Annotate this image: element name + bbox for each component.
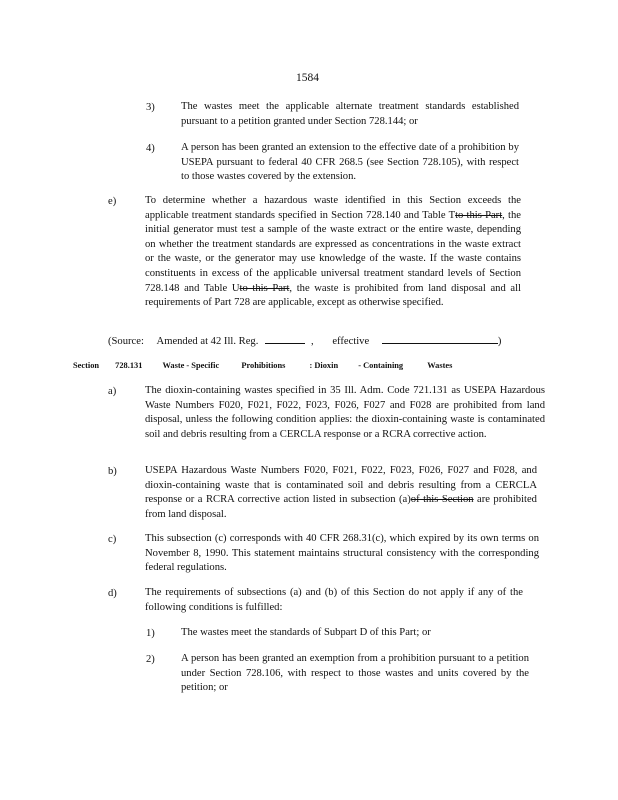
section-title-2: Prohibitions xyxy=(241,361,286,370)
source-note: (Source: Amended at 42 Ill. Reg. , effective ) xyxy=(108,333,501,349)
section-title-1: Waste - Specific xyxy=(162,361,220,370)
subsection-e-label: e) xyxy=(108,196,117,207)
section-title-4: - Containing xyxy=(358,361,404,370)
e-strikethrough-2: to this Part xyxy=(239,282,290,294)
item-3-text: The wastes meet the applicable alternate treatment standards established pursuant to a petition granted under Section 728.144; or xyxy=(181,101,519,127)
section-number: 728.131 xyxy=(115,361,143,370)
item-4-label: 4) xyxy=(146,143,155,154)
item-d2-text: A person has been granted an exemption from a prohibition pursuant to a petition under Section 728.106, with respect to those wastes and units covered by the petition; or xyxy=(181,653,529,694)
section-title-3: : Dioxin xyxy=(309,361,339,370)
section-title-5: Wastes xyxy=(427,361,453,370)
b-strikethrough: of this Section xyxy=(410,494,474,506)
item-d1-label: 1) xyxy=(146,628,155,639)
section-word: Section xyxy=(73,361,100,370)
section-heading xyxy=(73,359,452,373)
b-text-part-1: USEPA Hazardous Waste Numbers F020, F021, F022, F023, F026, F027 and F028, and dioxin-containing waste that is contaminated soil and debris resulting from a CERCLA response or a RCRA corrective action listed in subsection (a) xyxy=(145,465,537,506)
subsection-d-text: The requirements of subsections (a) and (b) of this Section do not apply if any of the following conditions is fulfilled: xyxy=(145,587,523,613)
e-text-part-3: , the waste is prohibited from land disposal and all requirements of Part 728 are applicable, except as otherwise specified. xyxy=(145,282,521,309)
subsection-a-text: The dioxin-containing wastes specified in 35 Ill. Adm. Code 721.131 as USEPA Hazardous Waste Numbers F020, F021, F022, F023, F026, F027 and F028 are prohibited from land disposal, unless the following condition applies: the dioxin-containing waste is contaminated soil and debris resulting from a CERCLA response or a RCRA corrective action. xyxy=(145,385,545,440)
e-text-part-1: To determine whether a hazardous waste identified in this Section exceeds the applicable treatment standards specified in Section 728.140 and Table T xyxy=(145,195,521,221)
subsection-e-text xyxy=(145,194,521,311)
item-3-label: 3) xyxy=(146,102,155,113)
page-number: 1584 xyxy=(296,72,319,84)
e-strikethrough-1: to this Part xyxy=(455,209,503,221)
subsection-b-text xyxy=(145,464,537,522)
subsection-c-label: c) xyxy=(108,534,117,545)
item-4-text: A person has been granted an extension to the effective date of a prohibition by USEPA pursuant to federal 40 CFR 268.5 (see Section 728.105), with respect to those wastes covered by the extension. xyxy=(181,142,519,183)
source-open: (Source: xyxy=(108,336,144,347)
item-d2-label: 2) xyxy=(146,654,155,665)
subsection-b-label: b) xyxy=(108,466,117,477)
source-amended: Amended at 42 Ill. Reg. xyxy=(156,336,259,347)
subsection-c-text: This subsection (c) corresponds with 40 CFR 268.31(c), which expired by its own terms on November 8, 1990. This statement maintains structural consistency with the corresponding federal regulations. xyxy=(145,533,539,574)
source-close: ) xyxy=(497,336,502,347)
item-d1-text: The wastes meet the standards of Subpart D of this Part; or xyxy=(181,627,431,638)
source-effective: effective xyxy=(332,336,370,347)
subsection-a-label: a) xyxy=(108,386,117,397)
register-blank xyxy=(265,333,305,344)
e-text-part-2: , the initial generator must test a sample of the waste extract or the entire waste, depending on whether the treatment standards are expressed as concentrations in the waste extract or the waste, or the generator may use knowledge of the waste. If the waste contains constituents in excess of the applicable universal treatment standard levels of Section 728.148 and Table U xyxy=(145,209,521,294)
subsection-d-label: d) xyxy=(108,588,117,599)
effective-date-blank xyxy=(382,333,498,344)
b-text-part-2: are prohibited from land disposal. xyxy=(145,494,537,520)
